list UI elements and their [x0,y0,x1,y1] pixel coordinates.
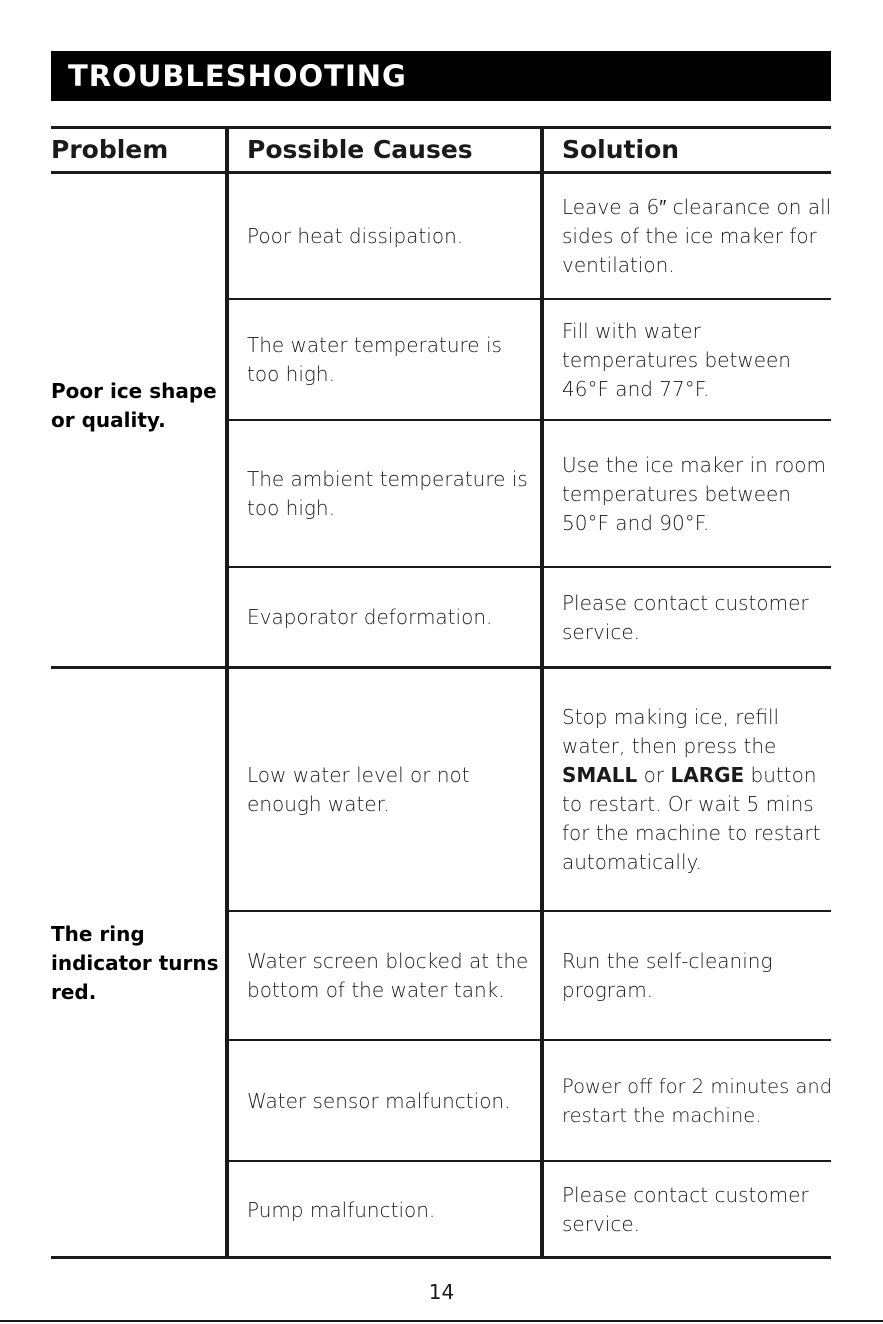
table-top-rule [51,126,831,129]
solution-text-or: or [643,763,665,787]
page-title-banner [51,51,831,101]
solution-cell [562,912,834,1040]
solution-text: Use the ice maker in room temperatures between 50°F and 90°F. [562,452,826,535]
cause-cell [247,568,537,667]
cause-text: Low water level or not enough water. [247,763,470,816]
solution-text: Please contact customer service. [562,590,809,644]
cause-cell [247,300,537,420]
cause-text: Evaporator deformation. [247,605,493,629]
cause-cell [247,1162,537,1258]
large-button-label: LARGE [670,763,745,787]
problem-label-1: Poor ice shape or quality. [51,379,217,432]
solution-text-pre: Stop making ice, refill water, then press the [562,705,780,758]
solution-cell [562,669,834,911]
cause-text: Water screen blocked at the bottom of the water tank. [247,949,529,1002]
cause-text: Water sensor malfunction. [247,1088,511,1113]
small-button-label: SMALL [562,763,638,787]
cause-cell [247,912,537,1040]
cause-text: The ambient temperature is too high. [247,467,528,520]
header-problem: Problem [51,135,169,164]
solution-cell [562,421,834,567]
page-number: 14 [428,1280,455,1304]
table-bottom-rule [51,1256,831,1259]
solution-cell [562,300,834,420]
header-solution: Solution [562,135,680,164]
solution-text: Please contact customer service. [562,1183,809,1236]
solution-text-post: button to restart. Or wait 5 mins for the machine to restart automatically. [562,763,821,874]
column-divider-1 [225,126,229,1259]
solution-cell [562,568,834,667]
page-bottom-edge [0,1320,883,1322]
header-possible-causes: Possible Causes [247,135,473,164]
solution-cell [562,1162,834,1258]
problem-label-2: The ring indicator turns red. [51,922,219,1004]
solution-text: Leave a 6″ clearance on all sides of the ice maker for ventilation. [562,194,832,277]
column-divider-2 [540,126,544,1259]
solution-text: Power off for 2 minutes and restart the machine. [562,1075,833,1127]
solution-cell [562,173,834,299]
cause-cell [247,1041,537,1161]
cause-cell [247,669,537,911]
solution-text: Run the self-cleaning program. [562,949,773,1002]
solution-cell [562,1041,842,1161]
cause-text: The water temperature is too high. [247,333,502,386]
cause-text: Poor heat dissipation. [247,223,464,248]
page-title: TROUBLESHOOTING [68,59,407,93]
cause-cell [247,421,537,567]
solution-text [562,703,834,877]
cause-text: Pump malfunction. [247,1197,436,1222]
solution-text: Fill with water temperatures between 46°F and 77°F. [562,318,791,401]
cause-cell [247,173,537,299]
